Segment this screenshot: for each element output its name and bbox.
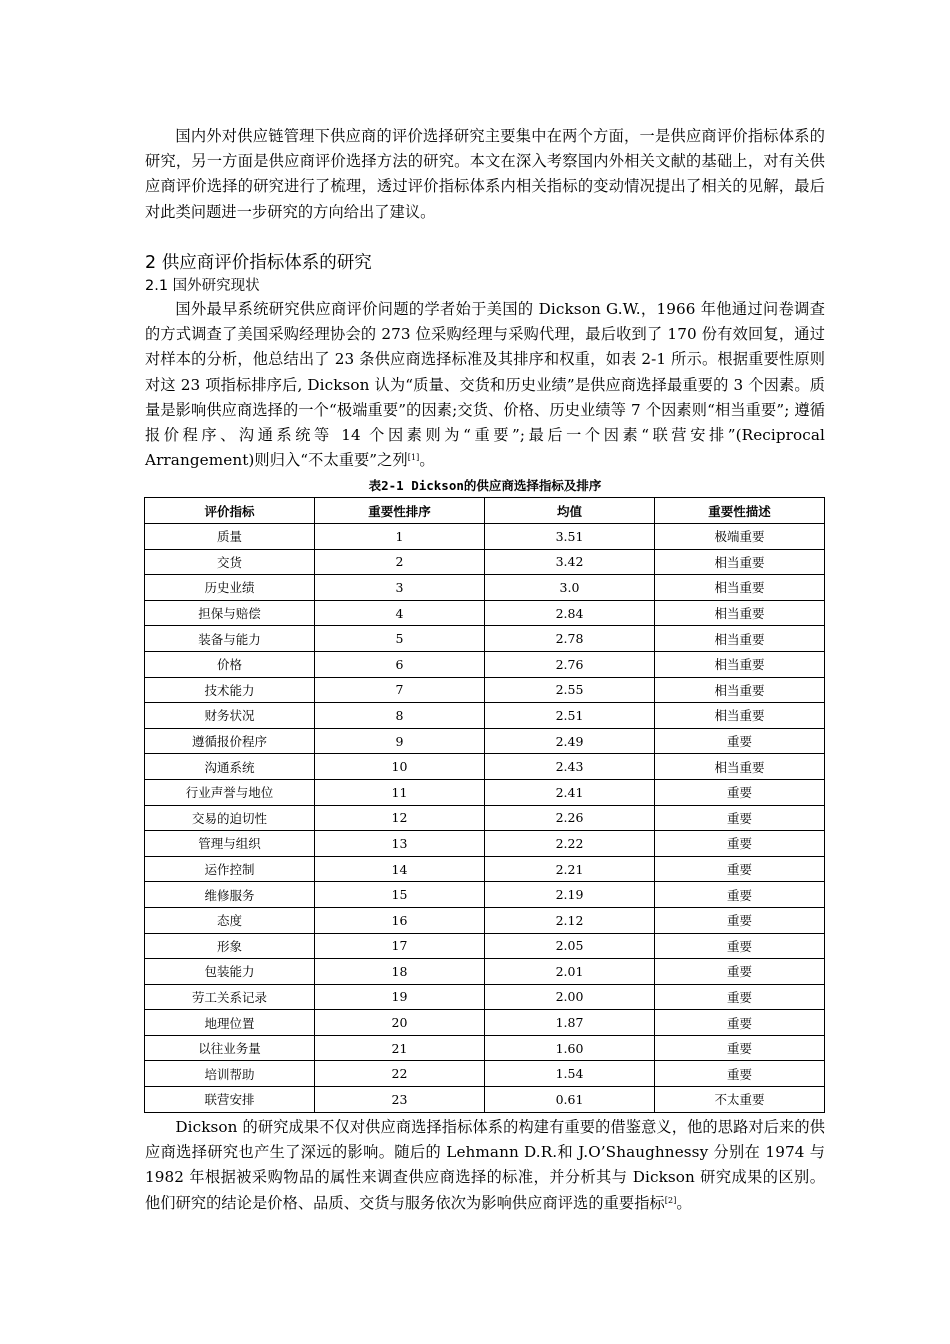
cell-rank: 20 xyxy=(315,1010,485,1036)
cell-mean: 2.43 xyxy=(485,754,655,780)
cell-rank: 12 xyxy=(315,805,485,831)
cell-mean: 2.12 xyxy=(485,907,655,933)
cell-description: 极端重要 xyxy=(655,524,825,550)
cell-criterion: 价格 xyxy=(145,651,315,677)
cell-description: 相当重要 xyxy=(655,703,825,729)
cell-rank: 21 xyxy=(315,1035,485,1061)
table-row xyxy=(145,1010,825,1036)
cell-mean: 2.19 xyxy=(485,882,655,908)
cell-criterion: 培训帮助 xyxy=(145,1061,315,1087)
cell-description: 相当重要 xyxy=(655,575,825,601)
table-row xyxy=(145,1061,825,1087)
cell-description: 重要 xyxy=(655,1035,825,1061)
cell-criterion: 态度 xyxy=(145,907,315,933)
table-row xyxy=(145,703,825,729)
dickson-criteria-table xyxy=(144,497,825,1113)
table-row xyxy=(145,907,825,933)
cell-rank: 7 xyxy=(315,677,485,703)
cell-rank: 13 xyxy=(315,831,485,857)
foreign-research-paragraph xyxy=(145,297,825,473)
cell-description: 重要 xyxy=(655,882,825,908)
header-mean: 均值 xyxy=(485,498,655,524)
cell-description: 相当重要 xyxy=(655,549,825,575)
cell-description: 相当重要 xyxy=(655,626,825,652)
header-description: 重要性描述 xyxy=(655,498,825,524)
cell-description: 重要 xyxy=(655,831,825,857)
cell-description: 重要 xyxy=(655,984,825,1010)
cell-rank: 14 xyxy=(315,856,485,882)
cell-mean: 2.21 xyxy=(485,856,655,882)
cell-description: 相当重要 xyxy=(655,600,825,626)
table-row xyxy=(145,1035,825,1061)
cell-description: 重要 xyxy=(655,1061,825,1087)
cell-rank: 10 xyxy=(315,754,485,780)
cell-mean: 1.54 xyxy=(485,1061,655,1087)
cell-mean: 1.87 xyxy=(485,1010,655,1036)
cell-mean: 2.05 xyxy=(485,933,655,959)
cell-criterion: 维修服务 xyxy=(145,882,315,908)
intro-paragraph: 国内外对供应链管理下供应商的评价选择研究主要集中在两个方面，一是供应商评价指标体系的研究，另一方面是供应商评价选择方法的研究。本文在深入考察国内外相关文献的基础上，对有关供应商评价选择的研究进行了梳理，透过评价指标体系内相关指标的变动情况提出了相关的见解，最后对此类问题进一步研究的方向给出了建议。 xyxy=(145,127,825,221)
table-row xyxy=(145,831,825,857)
cell-description: 重要 xyxy=(655,779,825,805)
cell-mean: 1.60 xyxy=(485,1035,655,1061)
table-row xyxy=(145,549,825,575)
cell-rank: 15 xyxy=(315,882,485,908)
cell-criterion: 地理位置 xyxy=(145,1010,315,1036)
cell-criterion: 担保与赔偿 xyxy=(145,600,315,626)
citation-ref: [2] xyxy=(664,1195,677,1205)
table-row xyxy=(145,959,825,985)
paragraph-end: 。 xyxy=(676,1193,692,1212)
header-criterion: 评价指标 xyxy=(145,498,315,524)
table-row xyxy=(145,677,825,703)
cell-criterion: 财务状况 xyxy=(145,703,315,729)
table-row xyxy=(145,754,825,780)
paragraph-end: 。 xyxy=(419,451,435,470)
cell-description: 相当重要 xyxy=(655,651,825,677)
cell-description: 重要 xyxy=(655,728,825,754)
cell-mean: 2.26 xyxy=(485,805,655,831)
cell-criterion: 沟通系统 xyxy=(145,754,315,780)
cell-description: 相当重要 xyxy=(655,754,825,780)
cell-description: 相当重要 xyxy=(655,677,825,703)
table-row xyxy=(145,575,825,601)
table-row xyxy=(145,882,825,908)
table-row xyxy=(145,600,825,626)
cell-criterion: 遵循报价程序 xyxy=(145,728,315,754)
cell-rank: 17 xyxy=(315,933,485,959)
table-caption: 表2-1 Dickson的供应商选择指标及排序 xyxy=(368,478,602,493)
cell-rank: 22 xyxy=(315,1061,485,1087)
cell-rank: 3 xyxy=(315,575,485,601)
cell-rank: 16 xyxy=(315,907,485,933)
cell-criterion: 交货 xyxy=(145,549,315,575)
paragraph-text: Dickson 的研究成果不仅对供应商选择指标体系的构建有重要的借鉴意义，他的思路对后来的供应商选择研究也产生了深远的影响。随后的 Lehmann D.R.和 J.O’Shaughnessy 分别在 1974 与 1982 年根据被采购物品的属性来调查供应商选择的标准，并分析其与 Dickson 研究成果的区别。他们研究的结论是价格、品质、交货与服务依次为影响供应商评选的重要指标 xyxy=(145,1118,825,1212)
cell-rank: 11 xyxy=(315,779,485,805)
cell-rank: 6 xyxy=(315,651,485,677)
paragraph-text: 国外最早系统研究供应商评价问题的学者始于美国的 Dickson G.W.，1966 年他通过问卷调查的方式调查了美国采购经理协会的 273 位采购经理与采购代理，最后收到了 170 份有效回复，通过对样本的分析，他总结出了 23 条供应商选择标准及其排序和权重，如表 2-1 所示。根据重要性原则对这 23 项指标排序后, Dickson 认为“质量、交货和历史业绩”是供应商选择最重要的 3 个因素。质量是影响供应商选择的一个“极端重要”的因素;交货、价格、历史业绩等 7 个因素则“相当重要”; 遵循报价程序、沟通系统等 14 个因素则为“重要”;最后一个因素“联营安排”(Reciprocal Arrangement)则归入“不太重要”之列 xyxy=(145,300,825,470)
table-row xyxy=(145,933,825,959)
table-row xyxy=(145,805,825,831)
table-row xyxy=(145,524,825,550)
table-body xyxy=(145,524,825,1113)
cell-mean: 2.00 xyxy=(485,984,655,1010)
table-row xyxy=(145,984,825,1010)
cell-mean: 3.0 xyxy=(485,575,655,601)
cell-criterion: 联营安排 xyxy=(145,1087,315,1113)
cell-criterion: 包装能力 xyxy=(145,959,315,985)
cell-mean: 2.76 xyxy=(485,651,655,677)
cell-rank: 23 xyxy=(315,1087,485,1113)
cell-rank: 4 xyxy=(315,600,485,626)
cell-mean: 2.51 xyxy=(485,703,655,729)
cell-criterion: 以往业务量 xyxy=(145,1035,315,1061)
cell-rank: 9 xyxy=(315,728,485,754)
cell-rank: 1 xyxy=(315,524,485,550)
subsection-heading: 2.1 国外研究现状 xyxy=(145,278,260,294)
table-row xyxy=(145,779,825,805)
cell-description: 重要 xyxy=(655,805,825,831)
section-heading: 2 供应商评价指标体系的研究 xyxy=(145,253,372,273)
cell-criterion: 质量 xyxy=(145,524,315,550)
cell-description: 重要 xyxy=(655,856,825,882)
cell-mean: 2.22 xyxy=(485,831,655,857)
citation-ref: [1] xyxy=(407,453,420,463)
cell-mean: 2.49 xyxy=(485,728,655,754)
cell-description: 不太重要 xyxy=(655,1087,825,1113)
table-row xyxy=(145,651,825,677)
cell-mean: 0.61 xyxy=(485,1087,655,1113)
table-row xyxy=(145,856,825,882)
cell-mean: 2.78 xyxy=(485,626,655,652)
cell-mean: 3.42 xyxy=(485,549,655,575)
header-rank: 重要性排序 xyxy=(315,498,485,524)
cell-criterion: 形象 xyxy=(145,933,315,959)
cell-criterion: 技术能力 xyxy=(145,677,315,703)
table-header-row xyxy=(145,498,825,524)
cell-description: 重要 xyxy=(655,933,825,959)
cell-criterion: 行业声誉与地位 xyxy=(145,779,315,805)
cell-criterion: 交易的迫切性 xyxy=(145,805,315,831)
cell-mean: 2.41 xyxy=(485,779,655,805)
cell-criterion: 装备与能力 xyxy=(145,626,315,652)
cell-rank: 19 xyxy=(315,984,485,1010)
cell-criterion: 劳工关系记录 xyxy=(145,984,315,1010)
cell-criterion: 历史业绩 xyxy=(145,575,315,601)
cell-rank: 5 xyxy=(315,626,485,652)
dickson-influence-paragraph xyxy=(145,1115,825,1216)
table-row xyxy=(145,1087,825,1113)
cell-description: 重要 xyxy=(655,959,825,985)
cell-description: 重要 xyxy=(655,907,825,933)
table-row xyxy=(145,728,825,754)
cell-mean: 3.51 xyxy=(485,524,655,550)
cell-rank: 8 xyxy=(315,703,485,729)
cell-description: 重要 xyxy=(655,1010,825,1036)
cell-criterion: 运作控制 xyxy=(145,856,315,882)
table-row xyxy=(145,626,825,652)
cell-mean: 2.01 xyxy=(485,959,655,985)
cell-rank: 18 xyxy=(315,959,485,985)
cell-criterion: 管理与组织 xyxy=(145,831,315,857)
cell-rank: 2 xyxy=(315,549,485,575)
cell-mean: 2.84 xyxy=(485,600,655,626)
cell-mean: 2.55 xyxy=(485,677,655,703)
